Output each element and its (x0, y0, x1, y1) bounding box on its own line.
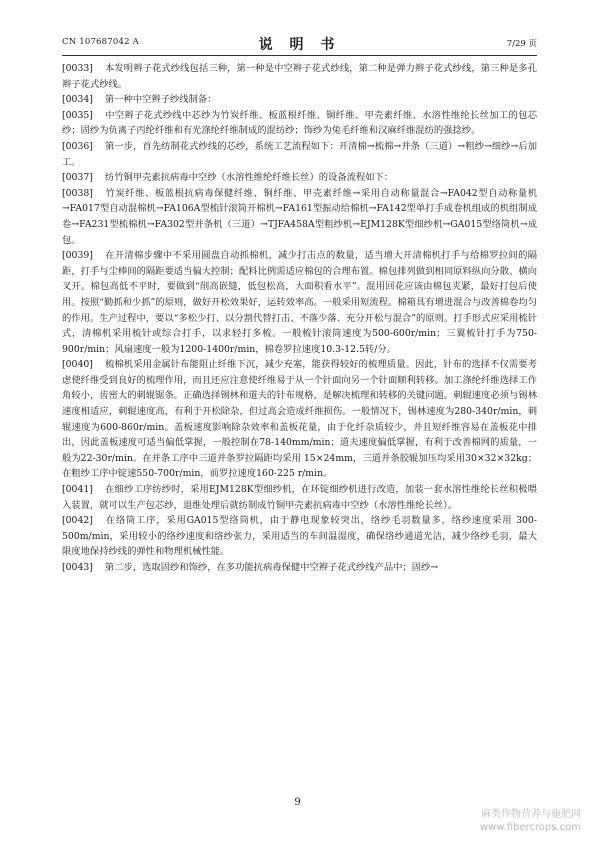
paragraph-number: [0038] (62, 187, 93, 199)
paragraph-number: [0043] (62, 562, 93, 573)
patent-number: CN 107687042 A (62, 37, 139, 47)
paragraph (62, 560, 537, 576)
paragraph-number: [0039] (62, 250, 93, 262)
paragraph-text: 中空辫子花式纱线中芯纱为竹炭纤维、板蓝根纤维、铜纤维、甲壳素纤维、水溶性维纶长丝加工的包芯纱；固纱为负离子丙纶纤维和有光涤纶纤维制成的混纺纱；饰纱为兔毛纤维和汉麻纤维混纺的强捻纱。 (62, 109, 537, 137)
paragraph-text: 第一种中空辫子纱线制备： (104, 94, 217, 106)
paragraph (62, 513, 537, 560)
paragraph (62, 357, 537, 482)
paragraph-text: 竹炭纤维、板蓝根抗病毒保健纤维、铜纤维、甲壳素纤维→采用自动称量混合→FA042型自动称量机→FA017型自动混棉机→FA106A型梳针滚筒开棉机→FA161型振动给棉机→FA142型单打手成卷机组成的机组制成卷→FA231型梳棉机→FA302型并条机（三道）→TJFA458A型粗纱机→EJM128K型细纱机→GA015型络筒机→成包。 (62, 187, 537, 246)
header-divider (62, 55, 537, 56)
paragraph (62, 482, 537, 513)
site-watermark (480, 808, 581, 834)
paragraph (62, 108, 537, 139)
page-number: 9 (294, 797, 301, 808)
paragraph-text: 梳棉机采用金属针布能阻止纤维下沉，减少充塞，能获得较好的梳理质量。因此，针布的选择不仅需要考虑使纤维受到良好的梳理作用，而且还应注意使纤维易于从一个针面向另一个针面顺利转移。加工涤纶纤维选择工作角较小，齿密大的刺辊锯条。正确选择锡林和道夫的针布规格，是解决梳理和转移的关键问题。刺辊速度必须与锡林速度相适应，刺辊速度高，有利于开松除杂，但过高会造成纤维损伤。一般情况下，锡林速度为280-340r/min，刺辊速度为600-860r/min。盖板速度影响除杂效率和盖板花量，由于化纤杂质较少，并且短纤维容易在盖板花中排出，因此盖板速度可适当偏低掌握，一般控制在78-140mm/min；道夫速度偏低掌握，有利于改善棉网的质量，一般为22-30r/min。在并条工序中三道并条罗拉隔距均采用 15×24mm，三道并条胶辊加压均采用30×32×32kg；在粗纱工序中锭速550-700r/min，前罗拉速度160-225 r/min。 (62, 359, 537, 480)
paragraph-text: 在开清棉步骤中不采用圆盘自动抓棉机，减少打击点的数量，适当增大开清棉机打手与给棉罗拉间的隔距，打手与尘棒间的隔距要适当偏大控制；配料比例需适应棉包的合理布置。棉包排列做到相同原料纵向分散、横向叉开。棉包高低不平时，要做到“削高嵌缝，低包松高，大面积看水平”。混用回花应该由棉包夹紧，最好打包后使用。按照“勤抓和少抓”的原则，做好开松效果好，运转效率高。一般采用短流程。棉箱具有增进混合与改善棉卷均匀的作用。生产过程中，要以“多松少打、以分割代替打击、不落少落、充分开松与混合”的原则。打手形式应采用梳针式，清棉机采用梳针或综合打手，以求轻打多梳。一般梳针滚筒速度为500-600r/min；三翼梳针打手为750-900r/min；风扇速度一般为1200-1400r/min，棉卷罗拉速度10.3-12.5转/分。 (62, 250, 537, 355)
paragraph (62, 186, 537, 248)
paragraph-number: [0037] (62, 172, 93, 184)
document-title: 说 明 书 (258, 37, 341, 53)
page-header (62, 34, 537, 52)
paragraph-text: 在细纱工序纺纱时，采用EJM128K型细纱机，在环锭细纱机进行改造，加装一套水溶性维纶长丝积极喂入装置，就可以生产包芯纱，退维处理后就纺制成竹铜甲壳素抗病毒中空纱（水溶性维纶长丝）。 (62, 484, 537, 511)
paragraph-number: [0042] (62, 515, 93, 527)
paragraph-number: [0041] (62, 484, 93, 496)
watermark-url: www.fibercrops.com (479, 822, 581, 833)
paragraph-number: [0033] (62, 63, 93, 74)
paragraph (62, 139, 537, 170)
paragraph-number: [0035] (62, 109, 93, 121)
paragraph-text: 第二步，选取固纱和饰纱，在多功能抗病毒保健中空辫子花式纱线产品中；固纱→ (104, 562, 439, 573)
paragraph-number: [0040] (62, 359, 93, 371)
paragraph (62, 92, 537, 108)
paragraph-text: 纺竹铜甲壳素抗病毒中空纱（水溶性维纶纤维长丝）的设备流程如下： (104, 172, 394, 184)
paragraph-text: 在络筒工序，采用GA015型络筒机，由于静电现象较突出，络纱毛羽数量多，络纱速度采用 300-500m/min，采用较小的络纱速度和络纱张力，采用适当的车间温湿度，确保络纱通道光洁，减少络纱毛羽，最大限度地保持纱线的弹性和物理机械性能。 (62, 515, 537, 558)
paragraph-number: [0034] (62, 94, 93, 106)
watermark-title: 麻类作物营养与施肥网 (481, 809, 581, 820)
paragraph-text: 第一步，首先纺制花式纱线的芯纱，系统工艺流程如下：开清棉→梳棉→并条（三道）→粗纱→细纱→后加工。 (62, 140, 537, 168)
description-body (62, 61, 537, 576)
paragraph-number: [0036] (62, 140, 93, 152)
paragraph-text: 本发明辫子花式纱线包括三种，第一种是中空辫子花式纱线，第二种是弹力辫子花式纱线，第三种是多孔辫子花式纱线。 (62, 63, 537, 90)
paragraph (62, 61, 537, 92)
page-indicator: 7/29 页 (506, 39, 537, 49)
paragraph (62, 170, 537, 186)
paragraph (62, 248, 537, 357)
